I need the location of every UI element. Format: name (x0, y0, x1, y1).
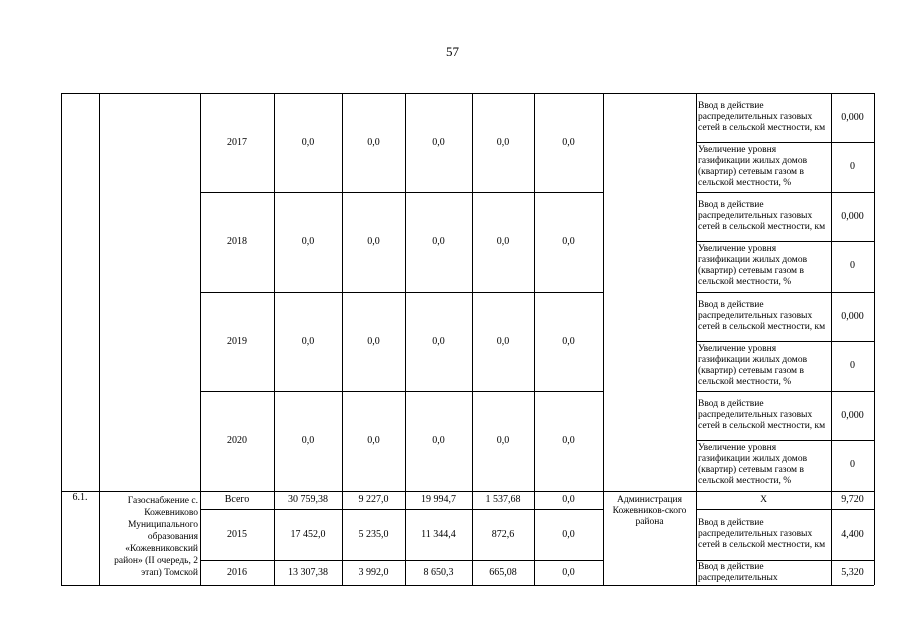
indicator-text: Увеличение уровня газификации жилых домов (квартир) сетевым газом в сельской местности, % (698, 443, 808, 487)
section-value-cell: 19 994,7 (421, 494, 456, 505)
column-rule (831, 93, 832, 585)
column-rule (874, 93, 875, 585)
indicator-text: Ввод в действие распределительных газовых сетей в сельской местности, км (698, 200, 826, 232)
section-indicator-value: 9,720 (841, 494, 864, 505)
section-value-cell: 1 537,68 (485, 494, 521, 505)
section-value-cell: 0,0 (562, 528, 575, 540)
section-name: Газоснабжение с. Кожевниково Муниципального образования «Кожевниковский район» (II очередь, 2 этап) Томской (114, 496, 198, 578)
indicator-value: 0 (850, 459, 855, 471)
page-number: 57 (446, 44, 459, 59)
value-cell: 0,0 (301, 235, 315, 247)
value-cell: 0,0 (301, 136, 315, 148)
section-value-cell: 5 235,0 (358, 528, 389, 540)
value-cell: 0,0 (432, 335, 445, 347)
value-cell: 0,0 (496, 136, 510, 148)
section-value-cell: 17 452,0 (290, 528, 326, 540)
section-value-cell: 9 227,0 (358, 494, 389, 505)
value-cell: 0,0 (496, 235, 510, 247)
indicator-text: Увеличение уровня газификации жилых домов (квартир) сетевым газом в сельской местности, % (698, 145, 808, 189)
section-value-cell: 8 650,3 (423, 566, 454, 578)
column-rule (274, 93, 275, 585)
indicator-value: 0 (850, 260, 855, 272)
column-rule (472, 93, 473, 585)
indicator-text: Ввод в действие распределительных газовых сетей в сельской местности, км (698, 101, 826, 133)
year-cell: 2019 (227, 335, 247, 347)
indicator-text: Ввод в действие распределительных газовых сетей в сельской местности, км (698, 399, 826, 431)
section-indicator-value: 4,400 (841, 528, 864, 540)
value-cell: 0,0 (562, 136, 575, 148)
indicator-value: 0,000 (841, 409, 864, 421)
section-value-cell: 11 344,4 (421, 528, 456, 540)
indicator-value: 0,000 (841, 111, 864, 123)
section-indicator: Ввод в действие распределительных (698, 561, 778, 583)
value-cell: 0,0 (432, 136, 445, 148)
indicator-value: 0,000 (841, 210, 864, 222)
indicator-text: Увеличение уровня газификации жилых домов (квартир) сетевым газом в сельской местности, % (698, 244, 808, 288)
column-rule (534, 93, 535, 585)
value-cell: 0,0 (496, 335, 510, 347)
section-value-cell: 872,6 (491, 528, 515, 540)
year-cell: 2018 (227, 235, 247, 247)
section-indicator: Ввод в действие распределительных газовых сетей в сельской местности, км (698, 518, 826, 550)
section-value-cell: 0,0 (562, 494, 575, 505)
section-value-cell: 0,0 (562, 566, 575, 578)
section-indicator: Х (760, 494, 767, 505)
section-value-cell: 3 992,0 (358, 566, 389, 578)
column-rule (405, 93, 406, 585)
section-year-cell: 2015 (227, 528, 247, 540)
value-cell: 0,0 (562, 434, 575, 446)
value-cell: 0,0 (432, 235, 445, 247)
year-cell: 2020 (227, 434, 247, 446)
indicator-value: 0 (850, 161, 855, 173)
column-rule (603, 93, 604, 585)
section-indicator-value: 5,320 (841, 566, 864, 578)
indicator-value: 0 (850, 360, 855, 372)
section-year-cell: Всего (224, 494, 250, 505)
executor-name: Администрация Кожевников-ского района (612, 495, 687, 527)
column-rule (61, 93, 62, 585)
indicator-value: 0,000 (841, 310, 864, 322)
section-year-cell: 2016 (227, 566, 247, 578)
indicator-text: Ввод в действие распределительных газовых сетей в сельской местности, км (698, 300, 826, 332)
section-value-cell: 30 759,38 (288, 494, 328, 505)
value-cell: 0,0 (367, 136, 380, 148)
section-value-cell: 13 307,38 (288, 566, 328, 578)
section-value-cell: 665,08 (489, 566, 517, 578)
column-rule (99, 93, 100, 585)
value-cell: 0,0 (367, 335, 380, 347)
value-cell: 0,0 (301, 434, 315, 446)
value-cell: 0,0 (496, 434, 510, 446)
table-bottom-rule (61, 585, 874, 586)
column-rule (342, 93, 343, 585)
column-rule (696, 93, 697, 585)
value-cell: 0,0 (367, 235, 380, 247)
column-rule (200, 93, 201, 585)
year-cell: 2017 (227, 136, 247, 148)
value-cell: 0,0 (562, 235, 575, 247)
value-cell: 0,0 (562, 335, 575, 347)
value-cell: 0,0 (301, 335, 315, 347)
section-number: 6.1. (72, 492, 88, 503)
indicator-text: Увеличение уровня газификации жилых домов (квартир) сетевым газом в сельской местности, % (698, 344, 808, 388)
value-cell: 0,0 (367, 434, 380, 446)
value-cell: 0,0 (432, 434, 445, 446)
